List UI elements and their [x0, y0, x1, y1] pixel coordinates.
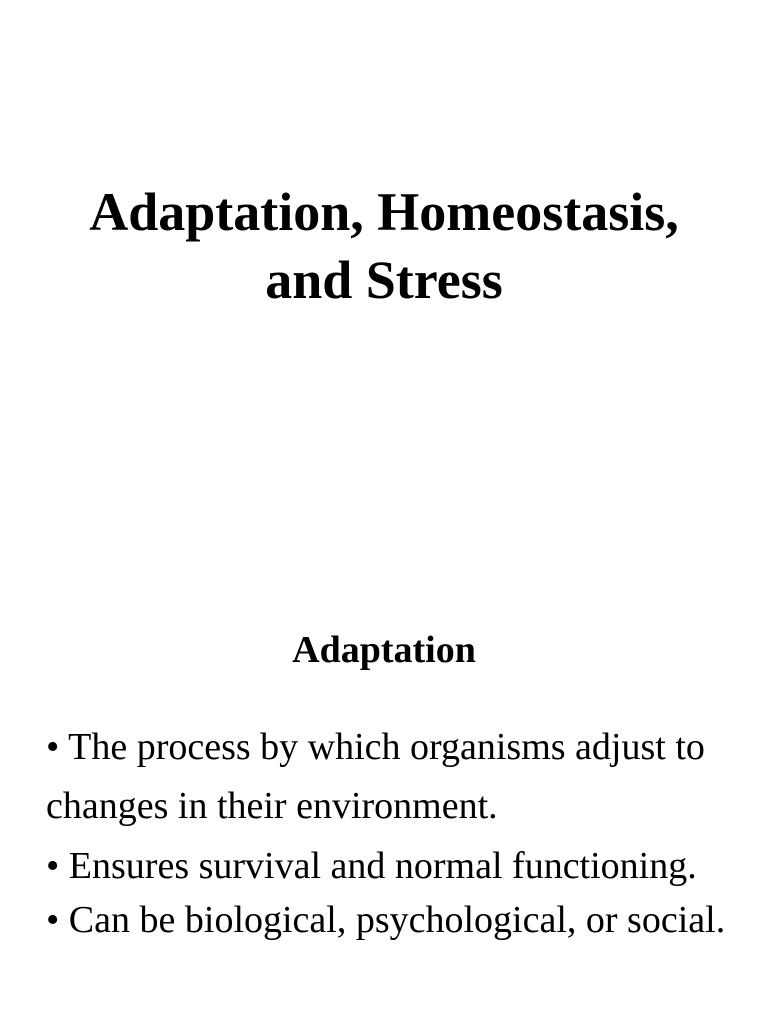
presentation-title: Adaptation, Homeostasis, and Stress — [89, 182, 679, 310]
bullet-item: • Ensures survival and normal functioning. — [46, 845, 697, 887]
bullet-list — [46, 718, 736, 950]
bullet-item: • Can be biological, psychological, or social. — [46, 899, 726, 941]
bullet-item: • The process by which organisms adjust to changes in their environment. — [46, 726, 705, 827]
section-heading: Adaptation — [292, 629, 476, 671]
